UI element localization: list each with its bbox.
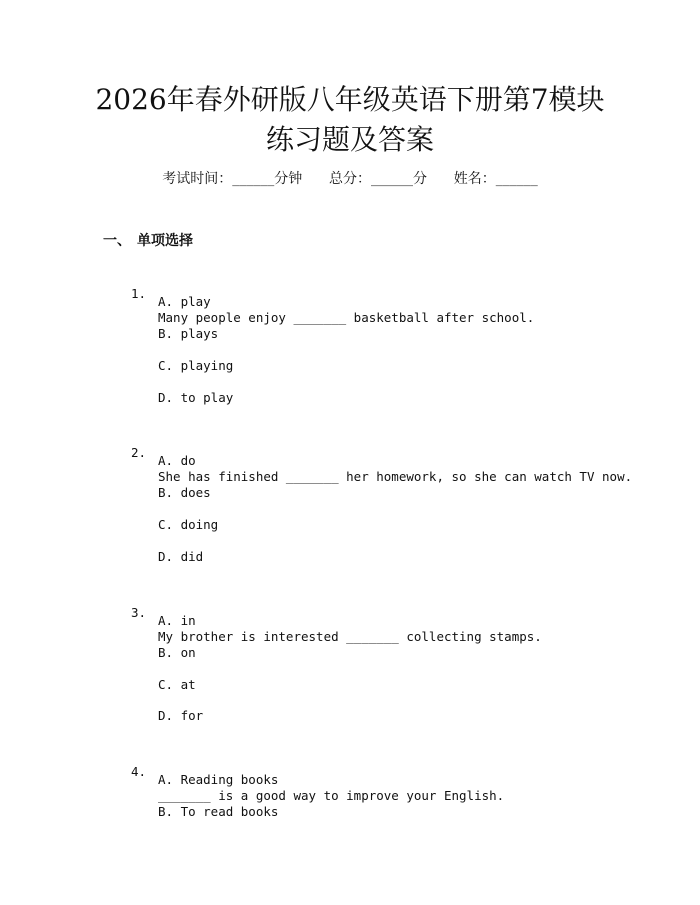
question-text: She has finished _______ her homework, so she can watch TV now.: [158, 469, 633, 485]
exam-info-line: 考试时间：______分钟 总分：______分 姓名：______: [162, 171, 538, 187]
option-2c: C. doing: [158, 517, 219, 533]
option-4a: A. Reading books: [158, 772, 279, 788]
option-2d: D. did: [158, 549, 204, 565]
question-number: 2.: [131, 445, 147, 461]
option-1b: B. plays: [158, 325, 219, 341]
option-3a: A. in: [158, 612, 196, 628]
section-heading: [103, 230, 193, 250]
option-4b: B. To read books: [158, 804, 279, 820]
option-2b: B. does: [158, 485, 211, 501]
option-3d: D. for: [158, 708, 204, 724]
option-1d: D. to play: [158, 389, 234, 405]
question-text: My brother is interested _______ collecting stamps.: [158, 628, 542, 644]
question-number: 4.: [131, 764, 147, 780]
option-3c: C. at: [158, 676, 196, 692]
document-title: 2026年春外研版八年级英语下册第7模块练习题及答案: [95, 83, 605, 156]
option-2a: A. do: [158, 453, 196, 469]
question-text: _______ is a good way to improve your English.: [158, 788, 505, 804]
question-list: [0, 258, 700, 832]
question-number: 1.: [131, 286, 147, 301]
section-number: 一、: [103, 233, 131, 249]
option-1c: C. playing: [158, 357, 234, 373]
question-text: Many people enjoy _______ basketball after school.: [158, 310, 535, 325]
question-number: 3.: [131, 604, 147, 620]
option-3b: B. on: [158, 644, 196, 660]
option-1a: A. play: [158, 293, 211, 309]
section-title: 单项选择: [137, 233, 193, 249]
